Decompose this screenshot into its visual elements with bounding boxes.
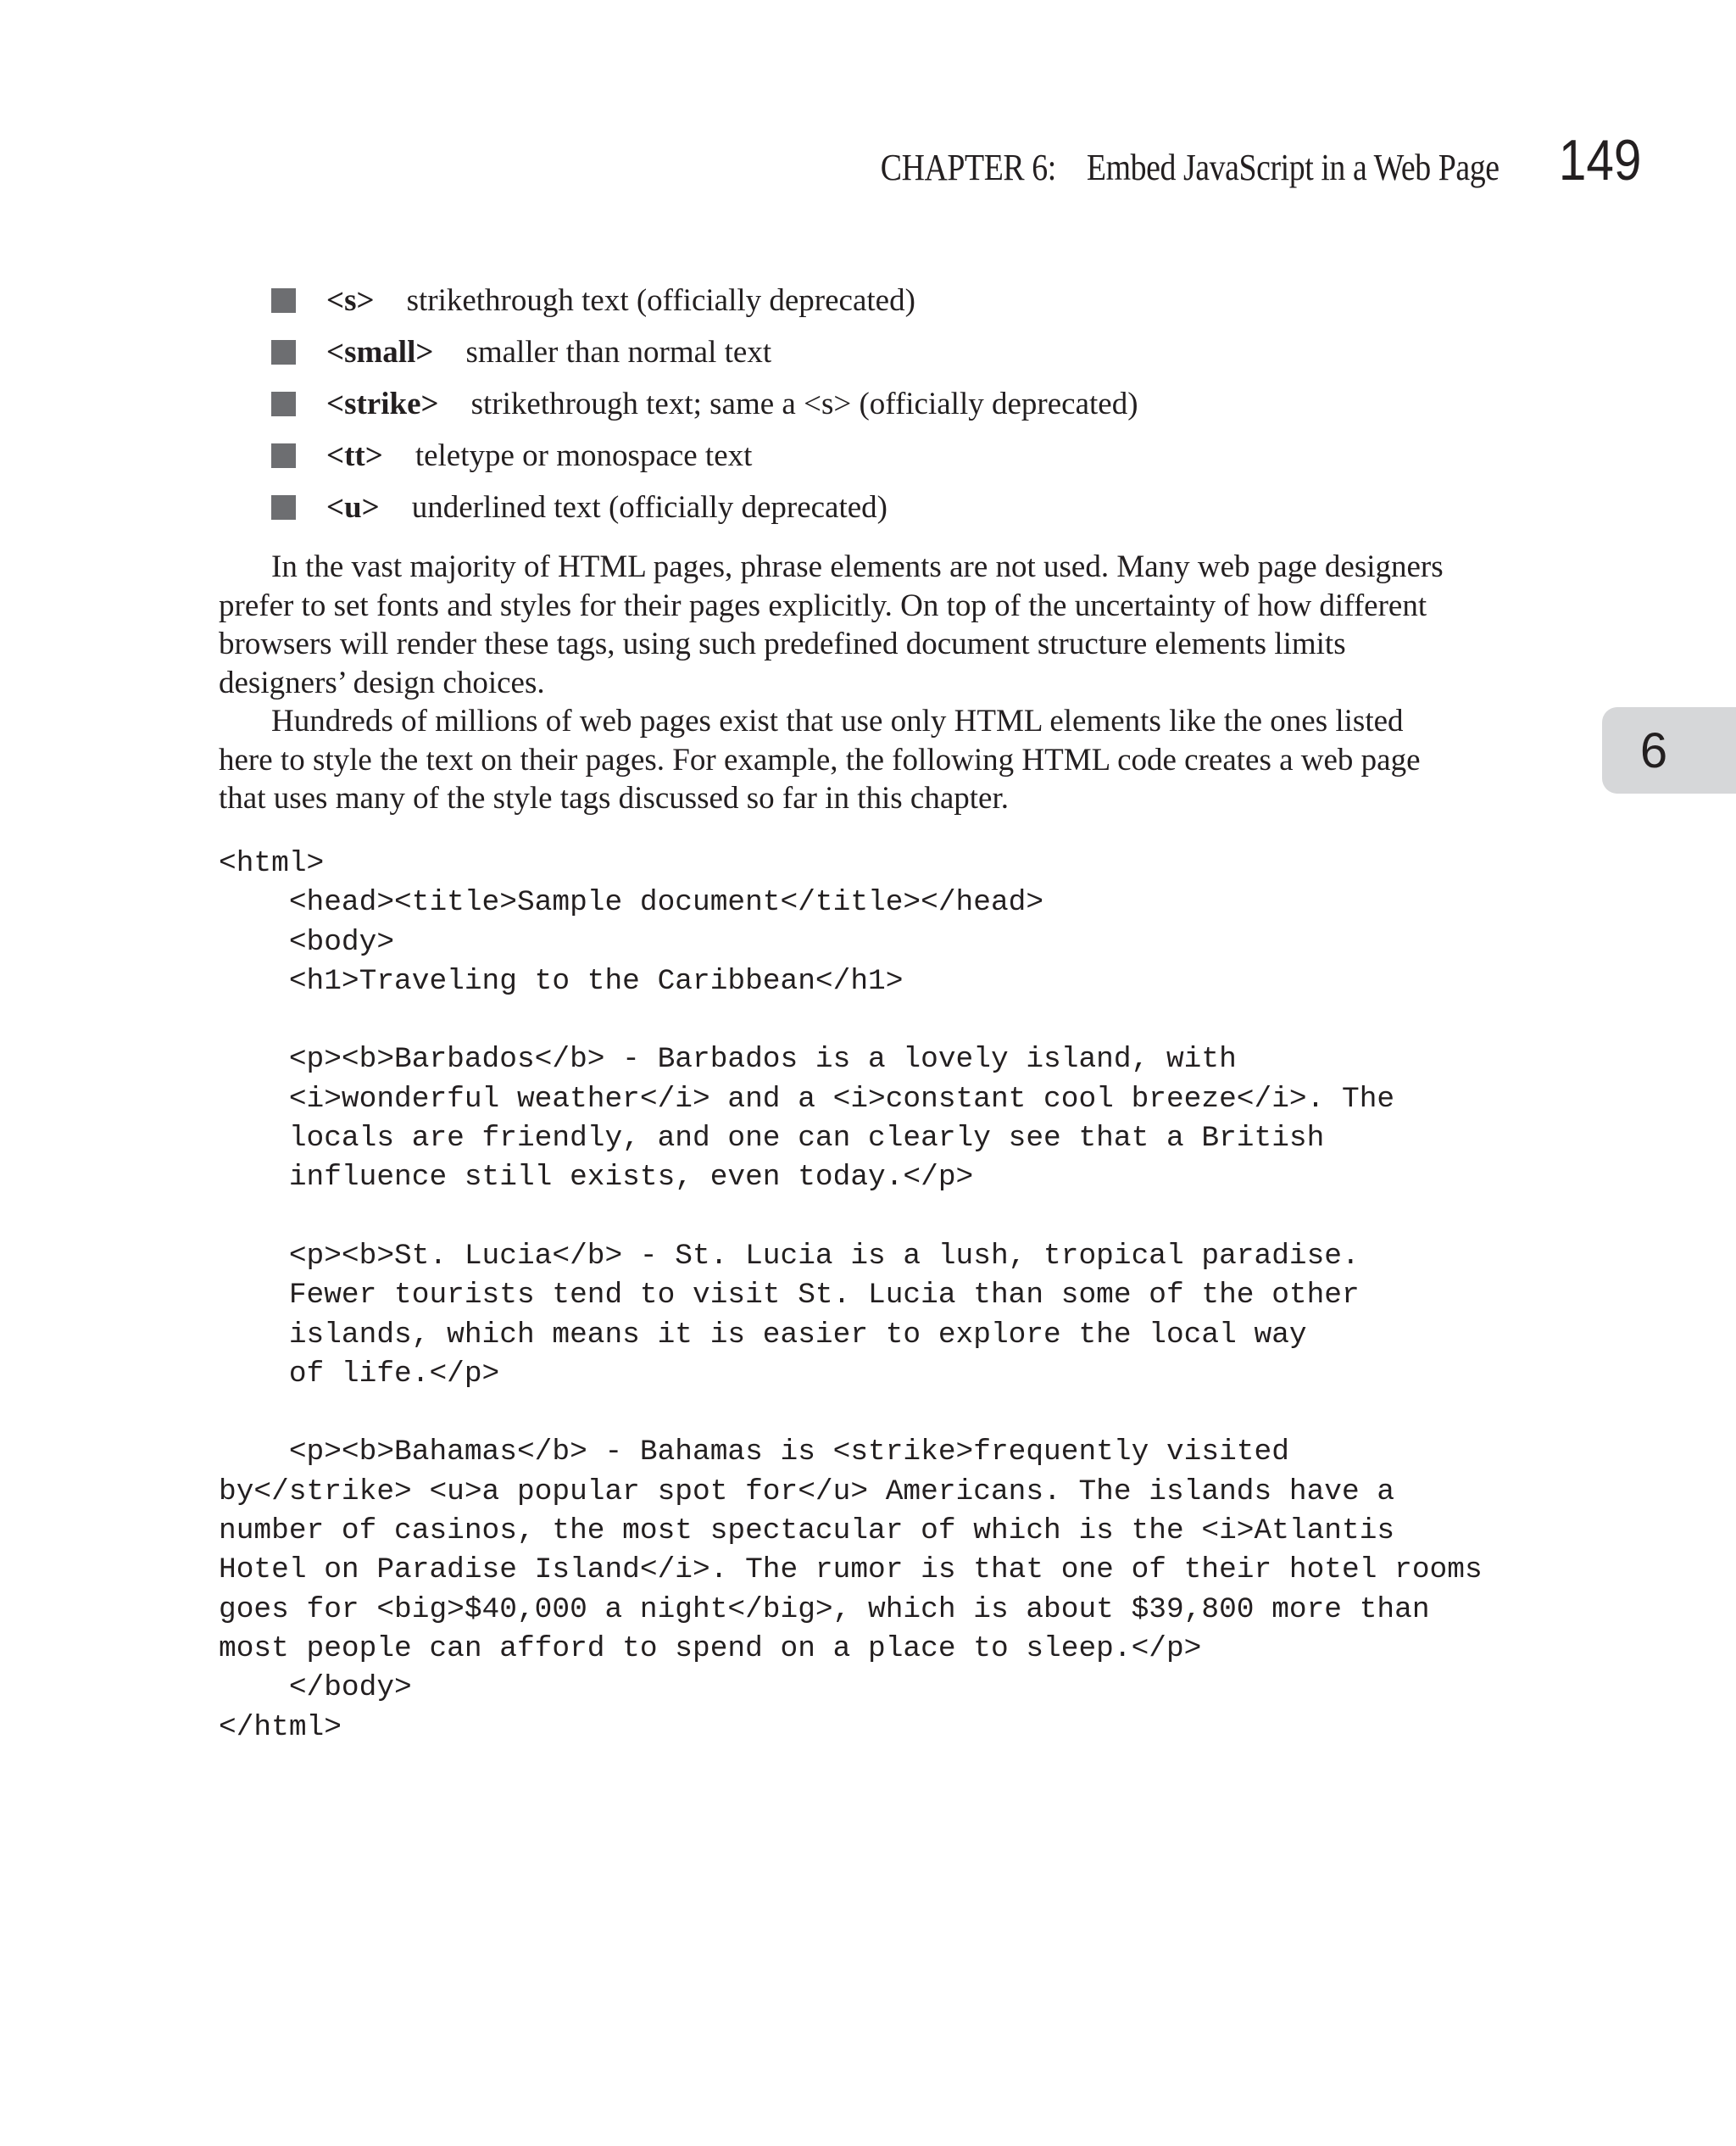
tag-description: underlined text (officially deprecated) — [411, 490, 888, 525]
tag-name: <s> — [326, 283, 375, 318]
paragraph: Hundreds of millions of web pages exist that use only HTML elements like the ones listed here to style the text on their pages. For example, the following HTML code creates a web page that uses many of the style tags discussed so far in this chapter. — [219, 704, 1421, 816]
square-bullet-icon — [271, 495, 296, 520]
list-item — [271, 482, 1138, 533]
list-item — [271, 275, 1138, 326]
list-item — [271, 430, 1138, 482]
body-text — [219, 548, 1490, 818]
square-bullet-icon — [271, 392, 296, 416]
chapter-label: CHAPTER 6: — [880, 147, 1056, 188]
square-bullet-icon — [271, 288, 296, 313]
running-head — [780, 127, 1641, 193]
list-item — [271, 326, 1138, 378]
tag-list — [271, 275, 1138, 533]
code-listing: <html> <head><title>Sample document</title></head> <body> <h1>Traveling to the Caribbean</h1> <p><b>Barbados</b> - Barbados is a lovely island, with <i>wonderful weather</i> and a <i>constant cool breeze</i>. The locals are friendly, and one can clearly see that a British influence still exists, even today.</p> <p><b>St. Lucia</b> - St. Lucia is a lush, tropical paradise. Fewer tourists tend to visit St. Lucia than some of the other islands, which means it is easier to explore the local way of life.</p> <p><b>Bahamas</b> - Bahamas is <strike>frequently visited by</strike> <u>a popular spot for</u> Americans. The islands have a number of casinos, the most spectacular of which is the <i>Atlantis Hotel on Paradise Island</i>. The rumor is that one of their hotel rooms goes for <big>$40,000 a night</big>, which is about $39,800 more than most people can afford to spend on a place to sleep.</p> </body> </html> — [219, 847, 1483, 1744]
chapter-thumb-tab: 6 — [1602, 707, 1736, 794]
list-item — [271, 378, 1138, 430]
page-number: 149 — [1558, 128, 1641, 192]
tag-name: <tt> — [326, 438, 383, 473]
tag-name: <u> — [326, 490, 380, 525]
tag-description: strikethrough text; same a <s> (officially deprecated) — [470, 387, 1138, 421]
chapter-heading — [881, 146, 1500, 189]
tag-description: teletype or monospace text — [415, 438, 753, 473]
tag-description: strikethrough text (officially deprecated) — [406, 283, 915, 318]
square-bullet-icon — [271, 340, 296, 365]
tag-name: <strike> — [326, 387, 439, 421]
paragraph: In the vast majority of HTML pages, phrase elements are not used. Many web page designers prefer to set fonts and styles for their pages explicitly. On top of the uncertainty of how different browsers will render these tags, using such predefined document structure elements limits designers’ design choices. — [219, 549, 1444, 700]
chapter-title: Embed JavaScript in a Web Page — [1086, 147, 1500, 188]
tag-description: smaller than normal text — [465, 335, 772, 370]
square-bullet-icon — [271, 443, 296, 468]
tag-name: <small> — [326, 335, 434, 370]
